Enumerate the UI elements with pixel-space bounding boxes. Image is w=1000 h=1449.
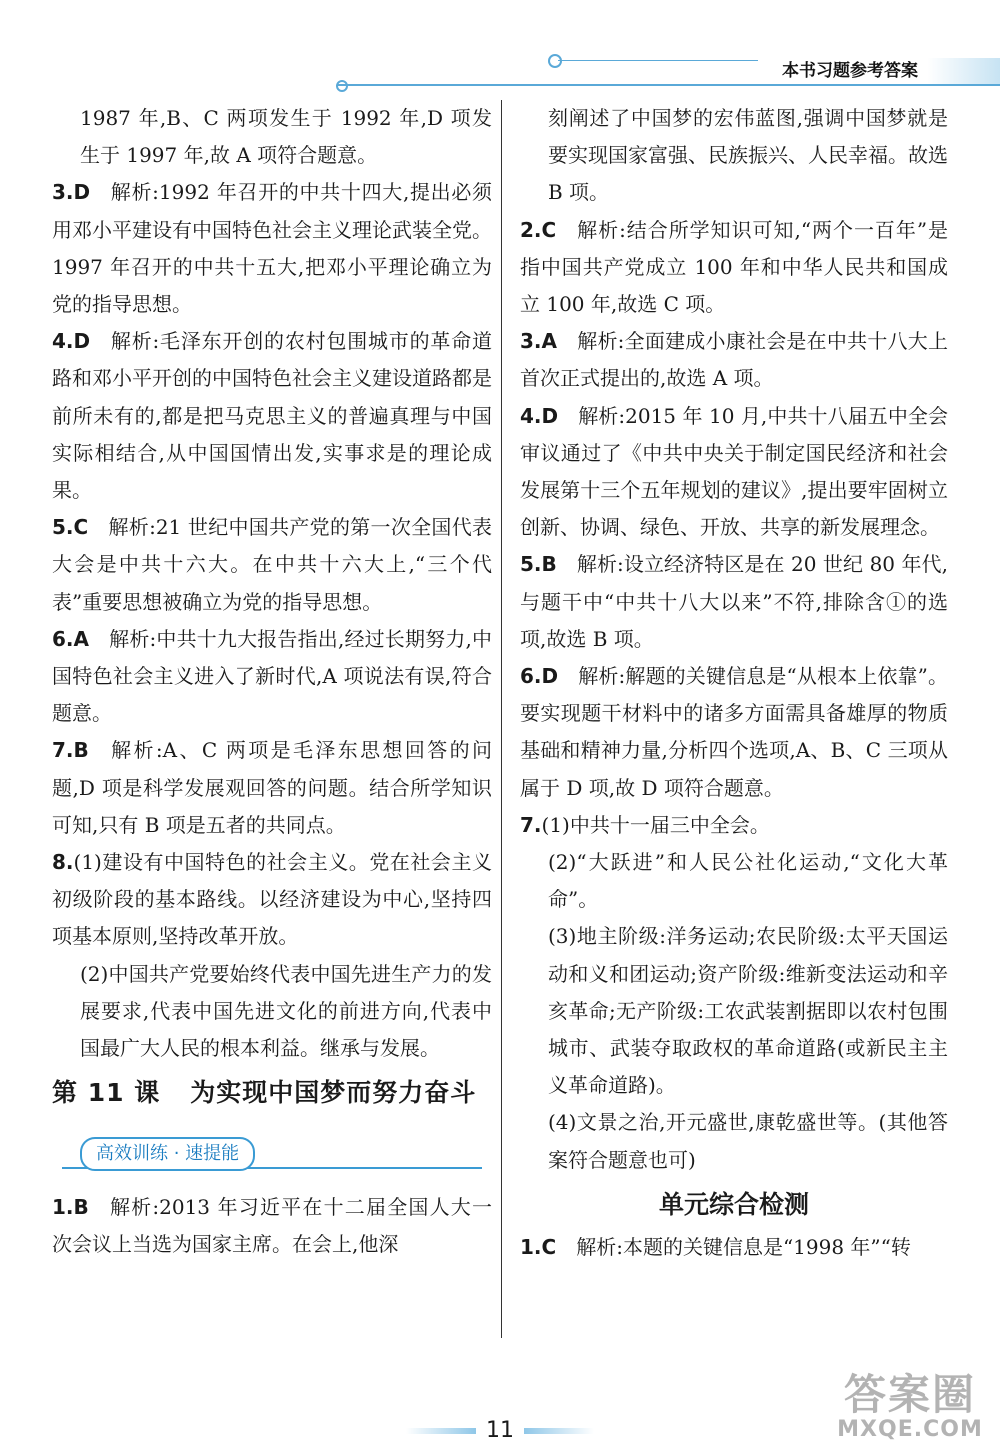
answer-number: 8.	[52, 850, 74, 875]
answer-number: 4.D	[52, 329, 91, 354]
header-decoration-line	[558, 60, 758, 61]
answer-number: 4.D	[520, 403, 559, 428]
answer-text: :解题的关键信息是“从根本上依靠”。要实现题干材料中的诸多方面需具备雄厚的物质基础和精神力量,分析四个选项,A、B、C 三项从属于 D 项,故 D 项符合题意。	[520, 664, 949, 800]
answer-text: :中共十九大报告指出,经过长期努力,中国特色社会主义进入了新时代,A 项说法有误,符合题意。	[52, 626, 493, 726]
answer-text: 刻阐述了中国梦的宏伟蓝图,强调中国梦就是要实现国家富强、民族振兴、人民幸福。故选 B 项。	[548, 106, 948, 205]
analysis-label: 解析	[110, 180, 153, 205]
answer-text: :21 世纪中国共产党的第一次全国代表大会是中共十六大。在中共十六大上,“三个代表”重要思想被确立为党的指导思想。	[52, 515, 492, 614]
analysis-label: 解析	[576, 1234, 617, 1259]
right-tail-list	[520, 1229, 948, 1266]
answer-item	[520, 1104, 948, 1178]
answer-item	[520, 658, 948, 807]
answer-item	[52, 100, 492, 174]
answer-text: :本题的关键信息是“1998 年”“转	[616, 1234, 911, 1259]
answer-text: :2013 年习近平在十二届全国人大一次会议上当选为国家主席。在会上,他深	[52, 1195, 492, 1257]
answer-text: (3)地主阶级:洋务运动;农民阶级:太平天国运动和义和团运动;资产阶级:维新变法运动和辛亥革命;无产阶级:工农武装割据即以农村包围城市、武装夺取政权的革命道路(或新民主主义革命道路)。	[548, 924, 948, 1098]
header-decoration-dot	[336, 80, 348, 92]
answer-number: 6.D	[520, 664, 559, 689]
answer-number: 3.D	[52, 180, 91, 205]
answer-text: (1)建设有中国特色的社会主义。党在社会主义初级阶段的基本路线。以经济建设为中心,坚持四项基本原则,坚持改革开放。	[52, 850, 492, 949]
answer-item	[520, 100, 948, 212]
answer-text: (2)“大跃进”和人民公社化运动,“文化大革命”。	[548, 850, 948, 912]
answer-item	[520, 212, 948, 324]
left-answer-list	[52, 100, 492, 1067]
answer-text: :毛泽东开创的农村包围城市的革命道路和邓小平开创的中国特色社会主义建设道路都是前所未有的,都是把马克思主义的普遍真理与中国实际相结合,从中国国情出发,实事求是的理论成果。	[52, 329, 492, 503]
header-title: 本书习题参考答案	[758, 58, 1000, 84]
footer-decoration	[406, 1428, 476, 1434]
answer-text: (4)文景之治,开元盛世,康乾盛世等。(其他答案符合题意也可)	[548, 1110, 948, 1172]
banner-label: 高效训练 · 速提能	[80, 1137, 255, 1171]
right-column	[520, 100, 948, 1266]
footer-decoration	[524, 1428, 594, 1434]
answer-item	[520, 323, 948, 397]
analysis-label: 解析	[108, 738, 156, 763]
answer-number: 1.B	[52, 1195, 89, 1220]
answer-number: 2.C	[520, 217, 557, 242]
answer-number: 5.C	[52, 515, 89, 540]
analysis-label: 解析	[576, 217, 620, 242]
answer-number: 1.C	[520, 1234, 557, 1259]
answer-text: :结合所学知识可知,“两个一百年”是指中国共产党成立 100 年和中华人民共和国成立 100 年,故选 C 项。	[520, 217, 949, 317]
analysis-label: 解析	[110, 329, 153, 354]
analysis-label: 解析	[577, 329, 618, 354]
answer-item	[52, 732, 492, 844]
analysis-label: 解析	[578, 664, 619, 689]
header-rule	[338, 84, 1000, 86]
answer-item	[52, 621, 492, 733]
answer-item	[520, 807, 948, 844]
watermark-url: MXQE.COM	[837, 1417, 983, 1442]
left-tail-list	[52, 1189, 492, 1263]
analysis-label: 解析	[578, 403, 619, 428]
analysis-label: 解析	[109, 626, 150, 651]
answer-text: :设立经济特区是在 20 世纪 80 年代,与题干中“中共十八大以来”不符,排除含①的选项,故选 B 项。	[520, 552, 948, 651]
section-title: 单元综合检测	[658, 1189, 809, 1219]
answer-number: 7.	[520, 812, 542, 837]
answer-text: :全面建成小康社会是在中共十八大上首次正式提出的,故选 A 项。	[520, 329, 948, 391]
answer-item	[52, 956, 492, 1068]
page-number: 11	[486, 1418, 514, 1443]
answer-number: 3.A	[520, 329, 557, 354]
answer-item	[52, 323, 492, 509]
lesson-number: 第 11 课	[52, 1078, 161, 1108]
answer-number: 5.B	[520, 552, 557, 577]
lesson-heading	[52, 1073, 492, 1113]
analysis-label: 解析	[576, 552, 618, 577]
answer-item	[52, 174, 492, 323]
answer-text: (2)中国共产党要始终代表中国先进生产力的发展要求,代表中国先进文化的前进方向,代表中国最广大人民的根本利益。继承与发展。	[80, 961, 492, 1061]
column-divider	[501, 100, 502, 1338]
answer-text: :A、C 两项是毛泽东思想回答的问题,D 项是科学发展观回答的问题。结合所学知识可知,只有 B 项是五者的共同点。	[52, 738, 493, 837]
analysis-label: 解析	[108, 515, 150, 540]
answer-item	[520, 844, 948, 918]
header-decoration-dot	[548, 54, 562, 68]
right-answer-list	[520, 100, 948, 1179]
left-column	[52, 100, 492, 1264]
analysis-label: 解析	[108, 1195, 153, 1220]
answer-text: (1)中共十一届三中全会。	[541, 812, 770, 837]
lesson-title: 为实现中国梦而努力奋斗	[190, 1078, 477, 1108]
answer-item	[520, 546, 948, 658]
answer-item	[520, 398, 948, 547]
answer-text: :1992 年召开的中共十四大,提出必须用邓小平建设有中国特色社会主义理论武装全党。1997 年召开的中共十五大,把邓小平理论确立为党的指导思想。	[52, 180, 493, 317]
answer-item	[52, 509, 492, 621]
watermark-text: 答案圈	[843, 1370, 976, 1419]
answer-item	[52, 1189, 492, 1263]
answer-text: 1987 年,B、C 两项发生于 1992 年,D 项发生于 1997 年,故 A 项符合题意。	[80, 106, 492, 168]
watermark-logo	[820, 1372, 1000, 1449]
answer-text: :2015 年 10 月,中共十八届五中全会审议通过了《中共中央关于制定国民经济和社会发展第十三个五年规划的建议》,提出要牢固树立创新、协调、绿色、开放、共享的新发展理念。	[520, 403, 949, 540]
answer-number: 7.B	[52, 738, 89, 763]
answer-item	[520, 918, 948, 1104]
answer-item	[520, 1229, 948, 1266]
answer-number: 6.A	[52, 626, 89, 651]
answer-item	[52, 844, 492, 956]
section-banner	[52, 1137, 492, 1171]
